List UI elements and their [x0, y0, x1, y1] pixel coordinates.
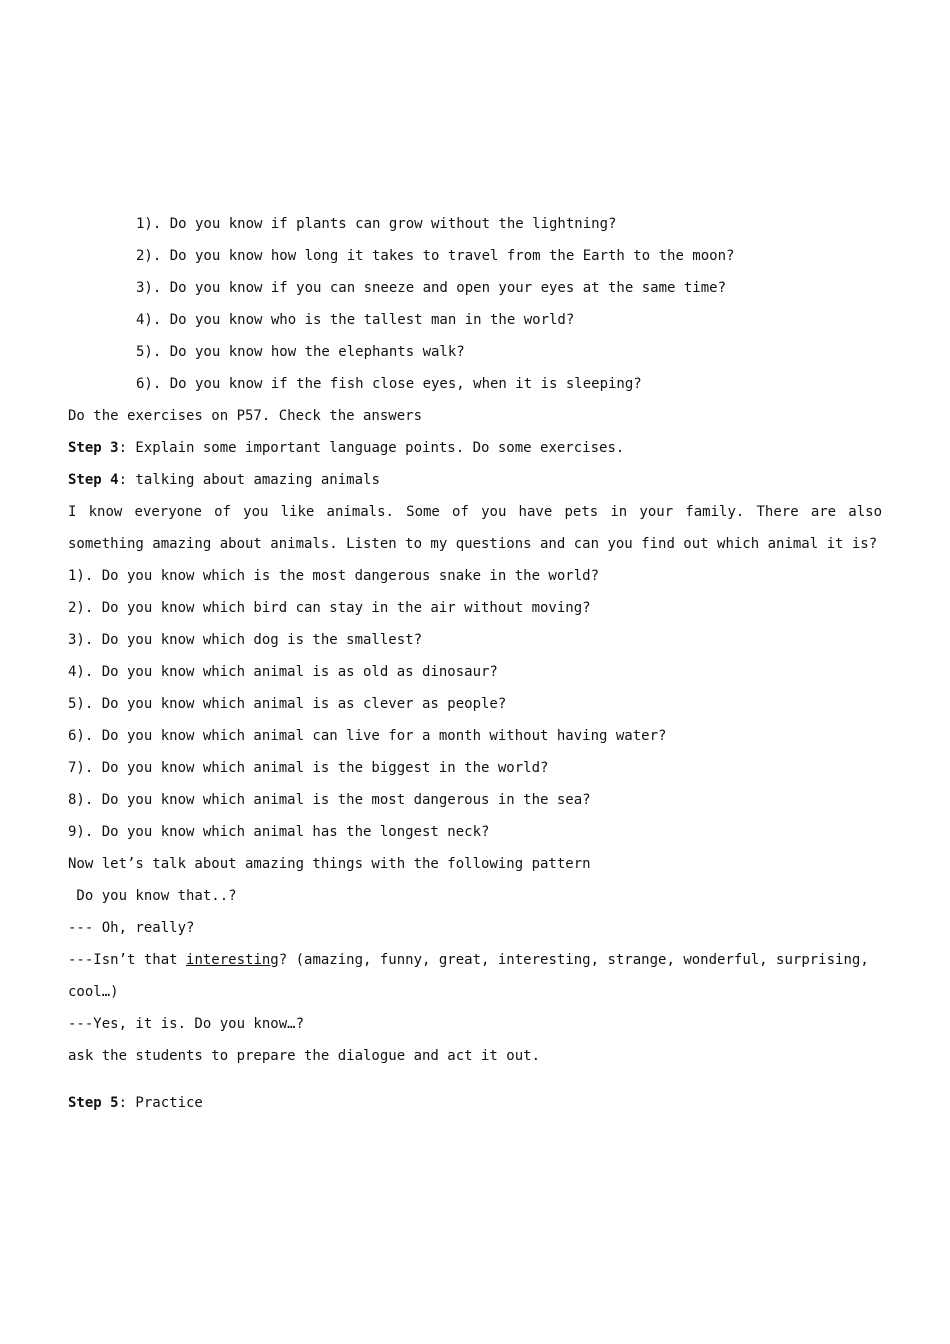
- animal-question-2: 2). Do you know which bird can stay in the air without moving?: [68, 600, 591, 616]
- ask-line: ask the students to prepare the dialogue and act it out.: [68, 1048, 541, 1064]
- step-4-line: [68, 464, 882, 496]
- animal-question-7: 7). Do you know which animal is the biggest in the world?: [68, 760, 549, 776]
- dialogue-line-3: [68, 944, 882, 976]
- underlined-word: interesting: [186, 952, 279, 968]
- step-3-label: Step 3: [68, 440, 119, 456]
- intro-question-2: 2). Do you know how long it takes to travel from the Earth to the moon?: [136, 248, 735, 264]
- dialogue-line-5: ---Yes, it is. Do you know…?: [68, 1016, 305, 1032]
- step-4-text: : talking about amazing animals: [118, 472, 380, 488]
- intro-question-5: 5). Do you know how the elephants walk?: [136, 344, 465, 360]
- animal-question-5: 5). Do you know which animal is as clever as people?: [68, 696, 507, 712]
- paragraph-line-1: I know everyone of you like animals. Some of you have pets in your family. There are also: [68, 504, 882, 520]
- dialogue-line-3-prefix: ---Isn’t that: [68, 952, 187, 968]
- spacer: [68, 1072, 882, 1087]
- intro-question-3: 3). Do you know if you can sneeze and open your eyes at the same time?: [136, 280, 727, 296]
- animal-question-8: 8). Do you know which animal is the most dangerous in the sea?: [68, 792, 591, 808]
- step-5-text: : Practice: [118, 1095, 203, 1111]
- animal-question-4: 4). Do you know which animal is as old as dinosaur?: [68, 664, 498, 680]
- step-5-label: Step 5: [68, 1095, 119, 1111]
- animal-question-1: 1). Do you know which is the most dangerous snake in the world?: [68, 568, 600, 584]
- intro-question-4: 4). Do you know who is the tallest man in the world?: [136, 312, 575, 328]
- intro-question-6: 6). Do you know if the fish close eyes, when it is sleeping?: [136, 376, 642, 392]
- document-page: [68, 208, 882, 1119]
- paragraph-line-2: something amazing about animals. Listen to my questions and can you find out which animal it is?: [68, 536, 878, 552]
- exercise-line: Do the exercises on P57. Check the answers: [68, 408, 423, 424]
- step-4-label: Step 4: [68, 472, 119, 488]
- pattern-intro: Now let’s talk about amazing things with the following pattern: [68, 856, 591, 872]
- intro-question-1: 1). Do you know if plants can grow without the lightning?: [136, 216, 617, 232]
- step-3-line: [68, 432, 882, 464]
- step-3-text: : Explain some important language points. Do some exercises.: [118, 440, 625, 456]
- dialogue-line-2: --- Oh, really?: [68, 920, 195, 936]
- dialogue-line-1: Do you know that..?: [68, 888, 237, 904]
- animal-question-9: 9). Do you know which animal has the longest neck?: [68, 824, 490, 840]
- dialogue-line-3-suffix: ? (amazing, funny, great, interesting, strange, wonderful, surprising,: [278, 952, 869, 968]
- dialogue-line-4: cool…): [68, 984, 119, 1000]
- step-5-line: [68, 1087, 882, 1119]
- animal-question-6: 6). Do you know which animal can live for a month without having water?: [68, 728, 667, 744]
- animal-question-3: 3). Do you know which dog is the smallest?: [68, 632, 423, 648]
